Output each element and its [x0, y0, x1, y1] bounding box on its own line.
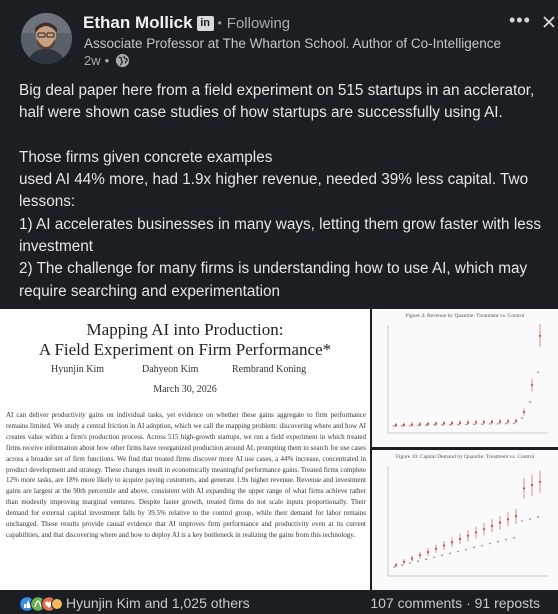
plot-point: [401, 559, 405, 566]
separator-dot: •: [217, 16, 222, 30]
paper-image[interactable]: [0, 309, 370, 590]
plot-point: [473, 527, 477, 549]
plot-point: [521, 408, 525, 418]
plot-point: [529, 474, 533, 519]
plot-point: [497, 419, 501, 425]
paper-title-line: Mapping AI into Production:: [86, 320, 284, 339]
plot-point: [449, 537, 453, 554]
plot-point: [393, 423, 397, 427]
plot-point: [425, 422, 429, 427]
figure-title: Figure 10: Capital Demand by Quantile: Treatment vs. Control: [395, 454, 535, 460]
author-headline: Associate Professor at The Wharton School. Author of Co-Intelligence: [84, 36, 501, 51]
author-line: [83, 13, 290, 33]
reposts-count[interactable]: 91 reposts: [474, 595, 540, 611]
plot-point: [497, 516, 501, 543]
post-paragraph: Those firms given concrete examples: [19, 148, 273, 166]
plot-point: [441, 541, 445, 556]
post-text: [19, 80, 549, 303]
plot-point: [433, 545, 437, 558]
plot-point: [409, 422, 413, 427]
post-paragraph: 2) The challenge for many firms is understanding how to use AI, which may require searching and experimentation: [19, 260, 528, 300]
insightful-reaction-icon: [52, 599, 63, 610]
figure-title: Figure 4: Revenue by Quantile: Treatment vs. Control: [405, 313, 525, 319]
revenue-quantile-plot: [372, 309, 558, 447]
plot-point: [505, 419, 509, 425]
post-time[interactable]: 2w: [84, 53, 101, 68]
plot-point: [513, 509, 517, 539]
plot-point: [481, 523, 485, 546]
plot-point: [537, 324, 541, 373]
paper-author: Dahyeon Kim: [142, 364, 199, 375]
paragraph-gap: [19, 125, 549, 147]
plot-point: [465, 530, 469, 550]
reactions-icons[interactable]: [19, 596, 63, 612]
following-status[interactable]: Following: [226, 14, 291, 32]
plot-point: [473, 420, 477, 425]
plot-point: [441, 421, 445, 426]
paper-date: March 30, 2026: [153, 384, 217, 395]
separator-dot: •: [104, 53, 110, 68]
post-paragraph: Big deal paper here from a field experiment on 515 startups in an acclerator, half were shown case studies of how startups are successfully using AI.: [19, 82, 535, 122]
paper-author: Hyunjin Kim: [51, 364, 105, 375]
author-avatar[interactable]: [21, 13, 72, 64]
plot-point: [417, 552, 421, 562]
post-header: [0, 0, 558, 76]
post-meta: [84, 53, 130, 68]
post-media[interactable]: [0, 304, 558, 590]
post-paragraph: used AI 44% more, had 1.9x higher revenue, needed 39% less capital. Two lessons:: [19, 171, 529, 211]
plot-point: [537, 471, 541, 518]
paper-title-line: A Field Experiment on Firm Performance*: [38, 340, 332, 359]
capital-quantile-plot: [372, 450, 558, 590]
paper-abstract: AI can deliver productivity gains on individual tasks, yet evidence on whether these gains aggregate to firm performance remains limited. We study a central friction in AI adoption, which we call the mapping problem: discovering where and how AI creates value within a firm's production process. Across 515 high-growth startups, we run a field experiment in which treated firms receive information about how other firms have reorganized production around AI, prompting them to search for use cases across a broader set of firm functions. We find that treated firms discover more AI use cases, a 44% increase, concentrated in product development and strategy. These changes result in economically meaningful performance gains. Treated firms complete 12% more tasks, are 18% more likely to acquire paying customers, and generate 1.9x higher revenue. Revenue and investment gains are largest at the 90th percentile and above, consistent with AI expanding the upper range of what firms achieve rather than modestly improving marginal ventures. Despite faster growth, treated firms do not scale inputs proportionally. Their demand for external capital investment falls by 39.5% relative to the control group, while their demand for labor remains unchanged. These results provide causal evidence that AI improves firm performance and productivity even at its current capabilities, and that discovering where and how to deploy AI is a key bottleneck in realizing the gains from this technology.: [6, 411, 366, 539]
social-counts-bar: [0, 592, 558, 614]
plot-point: [529, 379, 533, 403]
plot-point: [393, 563, 397, 568]
plot-point: [457, 421, 461, 426]
close-icon[interactable]: [541, 14, 557, 30]
engagement-counts: [370, 595, 540, 611]
plot-point: [481, 420, 485, 425]
more-options-icon[interactable]: •••: [509, 10, 531, 30]
linkedin-badge-icon: in: [197, 16, 214, 31]
plot-point: [457, 534, 461, 552]
plot-point: [449, 421, 453, 426]
paper-title: [0, 320, 370, 360]
plot-point: [505, 512, 509, 540]
plot-point: [433, 421, 437, 426]
plot-point: [489, 419, 493, 424]
paper-author: Rembrand Koning: [232, 364, 307, 375]
comments-count[interactable]: 107 comments: [370, 595, 463, 611]
plot-point: [489, 519, 493, 544]
figure-capital-image[interactable]: [372, 450, 558, 590]
plot-point: [521, 478, 525, 522]
plot-point: [417, 422, 421, 427]
globe-icon: [115, 53, 130, 68]
post-paragraph: 1) AI accelerates businesses in many ways, letting them grow faster with less investment: [19, 215, 542, 256]
separator-dot: ·: [466, 595, 471, 611]
plot-point: [401, 423, 405, 427]
plot-point: [409, 555, 413, 564]
author-name[interactable]: Ethan Mollick: [83, 13, 193, 32]
figure-revenue-image[interactable]: [372, 309, 558, 447]
plot-point: [425, 548, 429, 560]
plot-point: [513, 418, 517, 424]
plot-point: [465, 420, 469, 425]
reactions-count[interactable]: Hyunjin Kim and 1,025 others: [66, 595, 250, 611]
